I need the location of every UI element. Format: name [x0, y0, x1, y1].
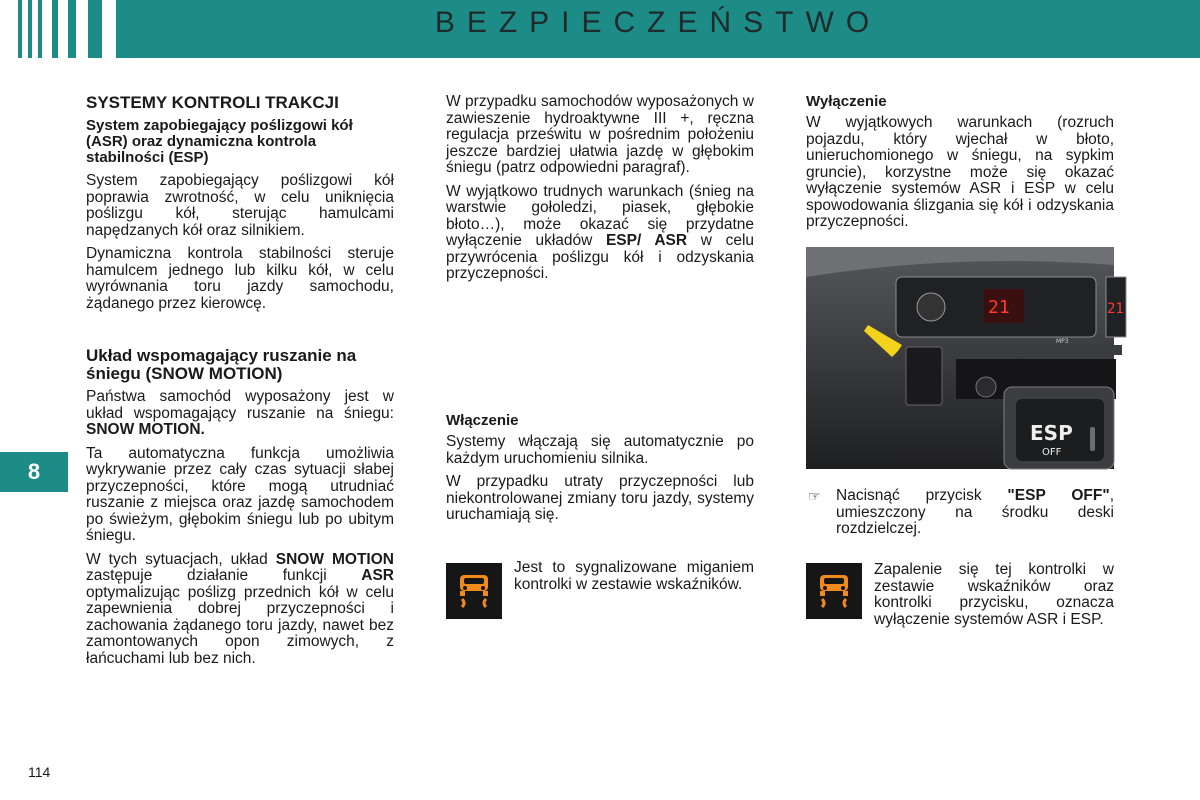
paragraph: [86, 389, 394, 439]
dashboard-photo: [806, 247, 1124, 469]
climate-display-right: 21: [1107, 301, 1124, 317]
page-number: 114: [28, 764, 51, 780]
traction-warning-icon: [446, 563, 502, 619]
chapter-tab[interactable]: [0, 452, 68, 492]
paragraph: W przypadku samochodów wyposażonych w zawieszenie hydroaktywne III +, ręczna regulacja prześwitu w pośrednim położeniu jeszcze bardziej ułatwia jazdę w głębokim śniegu (patrz odpowiedni paragraf).: [446, 93, 754, 176]
column-1: [86, 94, 394, 674]
mp3-label: MP3: [1056, 338, 1069, 345]
paragraph: Systemy włączają się automatycznie po każdym uruchomieniu silnika.: [446, 433, 754, 467]
paragraph: Dynamiczna kontrola stabilności steruje hamulcem jednego lub kilku kół, w celu wyrównania toru jazdy samochodu, żądanego przez kierowcę.: [86, 245, 394, 312]
bold-text: ASR: [361, 567, 394, 584]
esp-button-sublabel: OFF: [1042, 447, 1062, 458]
text: W tych sytuacjach, układ: [86, 550, 276, 568]
header-stripe: [68, 0, 76, 58]
header-stripe: [88, 0, 102, 58]
section-heading: SYSTEMY KONTROLI TRAKCJI: [86, 93, 339, 112]
bold-text: ESP/ ASR: [605, 232, 688, 249]
bold-text: SNOW MOTION: [275, 550, 394, 568]
section-heading: Włączenie: [446, 412, 519, 429]
subsection-heading: System zapobiegający poślizgowi kół (ASR) oraz dynamiczna kontrola stabilności (ESP): [86, 117, 353, 166]
column-3: [806, 94, 1114, 238]
paragraph: Jest to sygnalizowane miganiem kontrolki w zestawie wskaźników.: [514, 559, 754, 593]
column-2: [446, 94, 754, 290]
page-title: BEZPIECZEŃSTWO: [434, 6, 882, 39]
paragraph: [446, 184, 754, 283]
text: w celu przywrócenia poślizgu kół i odzyskania przyczepności.: [446, 232, 755, 282]
text: optymalizując poślizg przednich kół w celu zapewnienia dobrej przyczepności i zachowania żądanego toru jazdy, nawet bez zamontowanych opon zimowych, z łańcuchami lub bez nich.: [86, 583, 394, 667]
paragraph: Zapalenie się tej kontrolki w zestawie wskaźników oraz kontrolki przycisku, oznacza wyłączenie systemów ASR i ESP.: [874, 561, 1114, 628]
column-2-lower: [446, 413, 754, 531]
paragraph: [86, 552, 394, 668]
paragraph: W wyjątkowych warunkach (rozruch pojazdu, który wjechał w błoto, unieruchomionego w śniegu, na sypkim gruncie), korzystne może się okazać wyłączenie systemów ASR i ESP w celu spowodowania ślizgania się kół i odzyskania przyczepności.: [806, 114, 1114, 230]
paragraph: Ta automatyczna funkcja umożliwia wykrywanie przez cały czas sytuacji słabej przyczepności, które mogą utrudniać ruszanie z miejsca oraz jazdę samochodem po świeżym, głębokim śniegu lub po ubitym śniegu.: [86, 444, 394, 544]
bold-text: "ESP OFF": [1007, 487, 1110, 504]
header-stripe: [52, 0, 58, 58]
paragraph: [836, 488, 1114, 538]
header-stripe: [28, 0, 32, 58]
section-heading: Układ wspomagający ruszanie na śniegu (SNOW MOTION): [86, 346, 357, 383]
icon-caption: [514, 560, 754, 600]
bullet-instruction: [806, 488, 1114, 545]
esp-button-label: ESP: [1030, 421, 1073, 445]
text: Państwa samochód wyposażony jest w układ wspomagający ruszanie na śniegu:: [86, 388, 394, 422]
climate-display: 21: [988, 297, 1010, 318]
text: , umieszczony na środku deski rozdzielczej.: [836, 487, 1115, 537]
traction-warning-icon: [806, 563, 862, 619]
header-stripe: [18, 0, 22, 58]
text: zastępuje działanie funkcji: [86, 567, 362, 584]
chapter-number: 8: [27, 459, 41, 484]
hand-pointer-icon: ☞: [808, 488, 821, 504]
section-heading: Wyłączenie: [806, 93, 887, 110]
text: Nacisnąć przycisk: [836, 487, 1008, 504]
bold-text: SNOW MOTION.: [86, 421, 205, 438]
text: W wyjątkowo trudnych warunkach (śnieg na warstwie gołoledzi, piasek, głębokie błoto…), może okazać się przydatne wyłączenie układów: [446, 182, 754, 249]
paragraph: W przypadku utraty przyczepności lub niekontrolowanej zmiany toru jazdy, systemy uruchamiają się.: [446, 473, 754, 523]
header-stripe: [38, 0, 42, 58]
icon-caption: [874, 562, 1114, 635]
header-bar: [116, 0, 1200, 58]
paragraph: System zapobiegający poślizgowi kół poprawia zwrotność, w celu uniknięcia poślizgu kół, sterując hamulcami napędzanych kół oraz silnikiem.: [86, 172, 394, 239]
